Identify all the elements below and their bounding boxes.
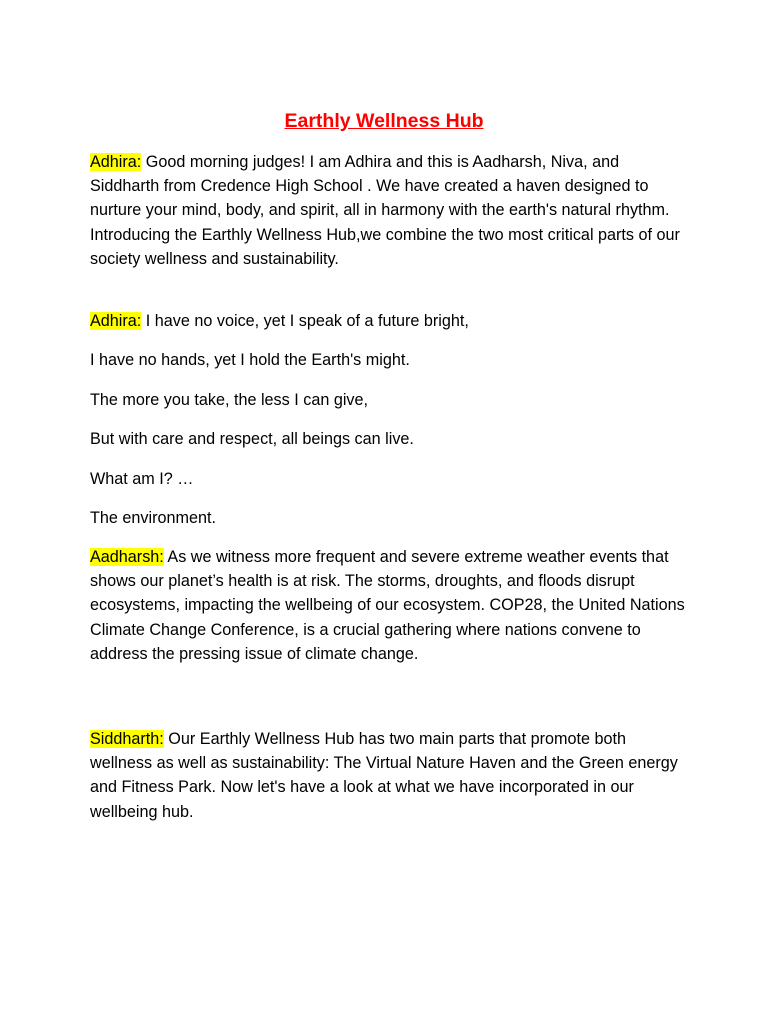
paragraph-riddle-line-3 bbox=[90, 388, 690, 412]
speaker-label: Adhira: bbox=[90, 153, 142, 171]
paragraph-aadharsh bbox=[90, 545, 690, 666]
paragraph-text: The more you take, the less I can give, bbox=[90, 391, 369, 409]
paragraph-riddle-line-2 bbox=[90, 348, 690, 372]
paragraph-siddharth bbox=[90, 727, 690, 824]
paragraph-text: Good morning judges! I am Adhira and this is Aadharsh, Niva, and Siddharth from Credence High School . We have created a haven designed to nurture your mind, body, and spirit, all in harmony with the earth's natural rhythm. Introducing the Earthly Wellness Hub,we combine the two most critical parts of our society wellness and sustainability. bbox=[90, 153, 680, 268]
paragraph-text: I have no hands, yet I hold the Earth's might. bbox=[90, 351, 410, 369]
document-title: Earthly Wellness Hub bbox=[284, 110, 484, 132]
speaker-label: Siddharth: bbox=[90, 730, 164, 748]
paragraph-text: What am I? … bbox=[90, 470, 194, 488]
paragraph-intro bbox=[90, 150, 690, 271]
paragraph-text: The environment. bbox=[90, 509, 216, 527]
paragraph-text: Our Earthly Wellness Hub has two main parts that promote both wellness as well as sustainability: The Virtual Nature Haven and the Green energy and Fitness Park. Now let's have a look at what we have incorporated in our wellbeing hub. bbox=[90, 730, 678, 821]
paragraph-riddle-line-4 bbox=[90, 427, 690, 451]
paragraph-text: As we witness more frequent and severe extreme weather events that shows our planet’s health is at risk. The storms, droughts, and floods disrupt ecosystems, impacting the wellbeing of our ecosystem. COP28, the United Nations Climate Change Conference, is a crucial gathering where nations convene to address the pressing issue of climate change. bbox=[90, 548, 685, 663]
paragraph-text: I have no voice, yet I speak of a future bright, bbox=[141, 312, 469, 330]
speaker-label: Adhira: bbox=[90, 312, 142, 330]
paragraph-text: But with care and respect, all beings can live. bbox=[90, 430, 414, 448]
paragraph-riddle-answer bbox=[90, 506, 690, 530]
speaker-label: Aadharsh: bbox=[90, 548, 164, 566]
paragraph-riddle-line-1 bbox=[90, 309, 690, 333]
paragraph-riddle-question bbox=[90, 467, 690, 491]
